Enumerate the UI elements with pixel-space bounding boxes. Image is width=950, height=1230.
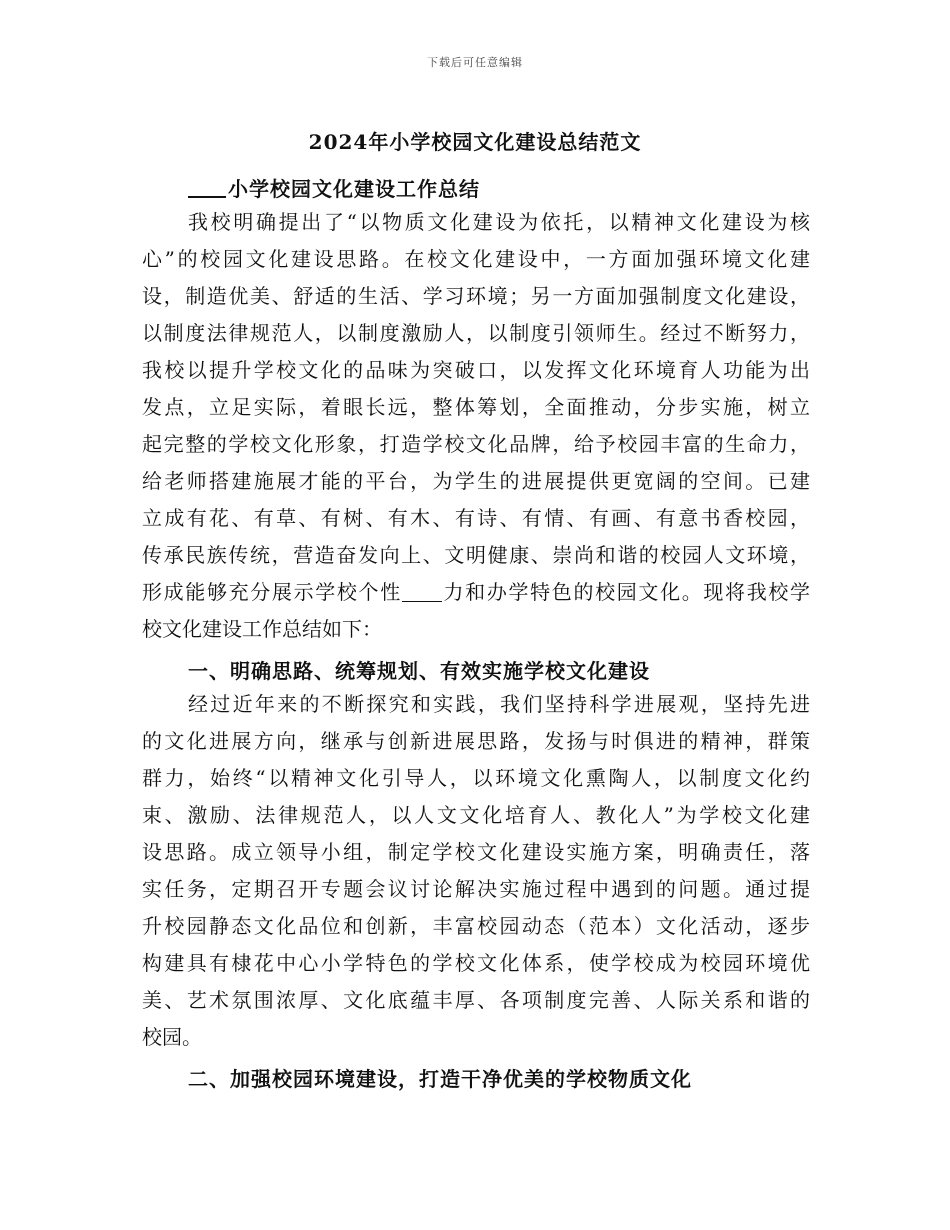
paragraph-line [142,574,810,611]
paragraph-line: 构建具有棣花中心小学特色的学校文化体系，使学校成为校园环境优 [142,951,810,975]
paragraph-line: 给老师搭建施展才能的平台，为学生的进展提供更宽阔的空间。已建 [142,469,810,493]
paragraph-line: 起完整的学校文化形象，打造学校文化品牌，给予校园丰富的生命力， [142,432,810,456]
paragraph-line: 的文化进展方向，继承与创新进展思路，发扬与时俱进的精神，群策 [142,729,810,753]
paragraph-line-part: 形成能够充分展示学校个性 [142,580,402,604]
paragraph-line: 我校以提升学校文化的品味为突破口，以发挥文化环境育人功能为出 [142,358,810,382]
subtitle-blank-line [188,176,226,198]
paragraph-line: 设，制造优美、舒适的生活、学习环境；另一方面加强制度文化建设， [142,284,810,308]
paragraph-line-part: 力和办学特色的校园文化。现将我校学 [441,580,811,604]
paragraph-line: 美、艺术氛围浓厚、文化底蕴丰厚、各项制度完善、人际关系和谐的 [142,988,810,1012]
paragraph-1 [142,204,810,648]
document-subtitle [188,173,480,202]
section-heading-1: 一、明确思路、统筹规划、有效实施学校文化建设 [188,659,650,683]
paragraph-line: 群力，始终“以精神文化引导人，以环境文化熏陶人，以制度文化约 [142,766,810,790]
paragraph-line: 设思路。成立领导小组，制定学校文化建设实施方案，明确责任，落 [142,840,810,864]
paragraph-line: 以制度法律规范人，以制度激励人，以制度引领师生。经过不断努力， [142,321,810,345]
paragraph-line: 经过近年来的不断探究和实践，我们坚持科学进展观，坚持先进 [188,692,810,716]
subtitle-text: 小学校园文化建设工作总结 [228,177,480,201]
paragraph-2 [142,686,810,1056]
paragraph-line: 束、激励、法律规范人，以人文文化培育人、教化人”为学校文化建 [142,803,810,827]
paragraph-line: 实任务，定期召开专题会议讨论解决实施过程中遇到的问题。通过提 [142,877,810,901]
paragraph-line: 校园。 [142,1025,202,1049]
document-title: 2024年小学校园文化建设总结范文 [308,130,642,154]
inline-blank-line [402,583,442,602]
paragraph-line: 校文化建设工作总结如下： [142,617,382,641]
paragraph-line: 立成有花、有草、有树、有木、有诗、有情、有画、有意书香校园， [142,506,810,530]
section-heading-2: 二、加强校园环境建设，打造干净优美的学校物质文化 [188,1067,692,1091]
paragraph-line: 升校园静态文化品位和创新，丰富校园动态（范本）文化活动，逐步 [142,914,810,938]
page-header-note: 下载后可任意编辑 [427,56,523,69]
paragraph-line: 发点，立足实际，着眼长远，整体筹划，全面推动，分步实施，树立 [142,395,810,419]
paragraph-line: 传承民族传统，营造奋发向上、文明健康、崇尚和谐的校园人文环境， [142,543,810,567]
paragraph-line: 我校明确提出了“以物质文化建设为依托，以精神文化建设为核 [188,210,810,234]
paragraph-line: 心”的校园文化建设思路。在校文化建设中，一方面加强环境文化建 [142,247,810,271]
